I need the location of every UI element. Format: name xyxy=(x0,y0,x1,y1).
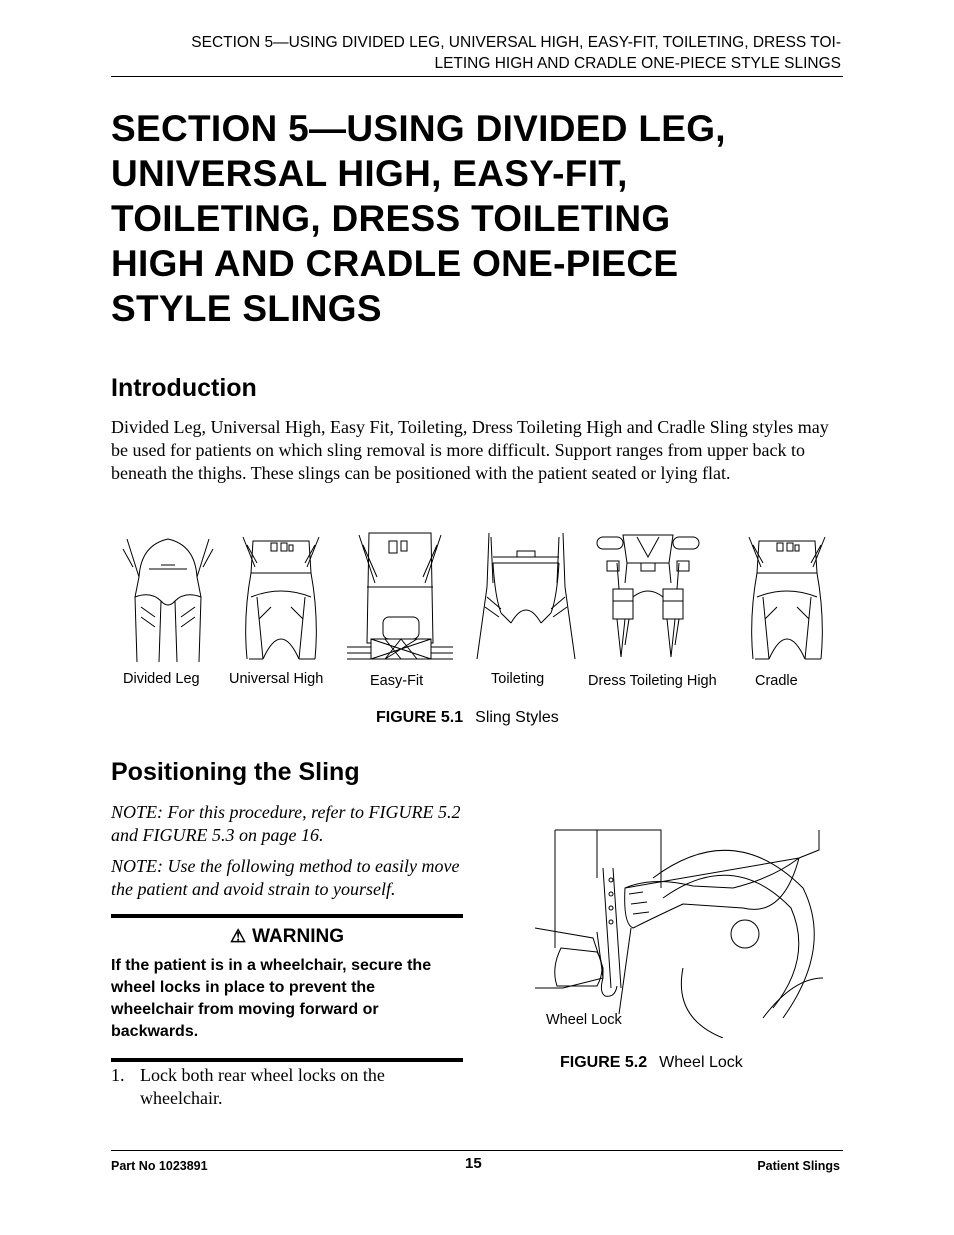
divided-leg-sling-illustration xyxy=(121,527,216,667)
footer-page-number: 15 xyxy=(465,1155,482,1172)
sling-label-easy-fit: Easy-Fit xyxy=(370,673,424,689)
introduction-heading: Introduction xyxy=(111,374,257,402)
warning-triangle-icon: ⚠ xyxy=(230,926,247,946)
running-header xyxy=(81,32,841,74)
wheel-lock-illustration xyxy=(533,828,823,1038)
warning-title xyxy=(111,926,463,948)
warning-box xyxy=(111,914,463,1062)
note-refer-figures: NOTE: For this procedure, refer to FIGURE 5.2 and FIGURE 5.3 on page 16. xyxy=(111,802,461,845)
header-divider xyxy=(111,76,843,77)
cradle-sling-illustration xyxy=(743,527,831,667)
figure-5-1-number: FIGURE 5.1 xyxy=(376,709,464,726)
easy-fit-sling-illustration xyxy=(345,527,455,667)
step-1-text: Lock both rear wheel locks on the wheelchair. xyxy=(140,1065,385,1108)
running-header-line-2: LETING HIGH AND CRADLE ONE-PIECE STYLE SLINGS xyxy=(434,55,841,72)
universal-high-sling-illustration xyxy=(237,527,325,667)
step-1-number: 1. xyxy=(111,1065,125,1085)
sling-label-divided-leg: Divided Leg xyxy=(123,671,200,687)
footer-product-name: Patient Slings xyxy=(757,1159,840,1173)
sling-label-toileting: Toileting xyxy=(491,671,545,687)
section-title-line-2: UNIVERSAL HIGH, EASY-FIT, xyxy=(111,153,628,194)
dress-toileting-high-sling-illustration xyxy=(593,527,703,667)
section-title-line-5: STYLE SLINGS xyxy=(111,288,382,329)
note-method: NOTE: Use the following method to easily move the patient and avoid strain to yourself. xyxy=(111,856,460,899)
figure-5-2-caption xyxy=(560,1054,743,1072)
running-header-line-1: SECTION 5—USING DIVIDED LEG, UNIVERSAL HIGH, EASY-FIT, TOILETING, DRESS TOI- xyxy=(191,34,841,51)
sling-label-dress-toileting-high: Dress Toileting High xyxy=(588,673,717,689)
section-title-line-3: TOILETING, DRESS TOILETING xyxy=(111,198,671,239)
sling-label-universal-high: Universal High xyxy=(229,671,324,687)
sling-label-cradle: Cradle xyxy=(755,673,798,689)
positioning-heading: Positioning the Sling xyxy=(111,758,360,786)
figure-5-1-title: Sling Styles xyxy=(475,709,559,726)
section-title xyxy=(111,106,851,331)
wheel-lock-callout: Wheel Lock xyxy=(546,1012,622,1028)
figure-5-2-number: FIGURE 5.2 xyxy=(560,1054,648,1071)
figure-5-2-title: Wheel Lock xyxy=(659,1054,743,1071)
sling-styles-figure xyxy=(111,527,846,697)
section-title-line-4: HIGH AND CRADLE ONE-PIECE xyxy=(111,243,679,284)
warning-text: If the patient is in a wheelchair, secure the wheel locks in place to prevent the wheelchair from moving forward or backwards. xyxy=(111,957,432,1040)
footer-part-number: Part No 1023891 xyxy=(111,1159,208,1173)
warning-label: WARNING xyxy=(252,926,344,947)
figure-5-1-caption xyxy=(376,709,559,727)
toileting-sling-illustration xyxy=(471,527,581,667)
section-title-line-1: SECTION 5—USING DIVIDED LEG, xyxy=(111,108,726,149)
introduction-paragraph: Divided Leg, Universal High, Easy Fit, Toileting, Dress Toileting High and Cradle Sling styles may be used for patients on which sling removal is more difficult. Support ranges from upper back to beneath the thighs. These slings can be positioned with the patient seated or lying flat. xyxy=(111,417,829,483)
footer-divider xyxy=(111,1150,843,1151)
